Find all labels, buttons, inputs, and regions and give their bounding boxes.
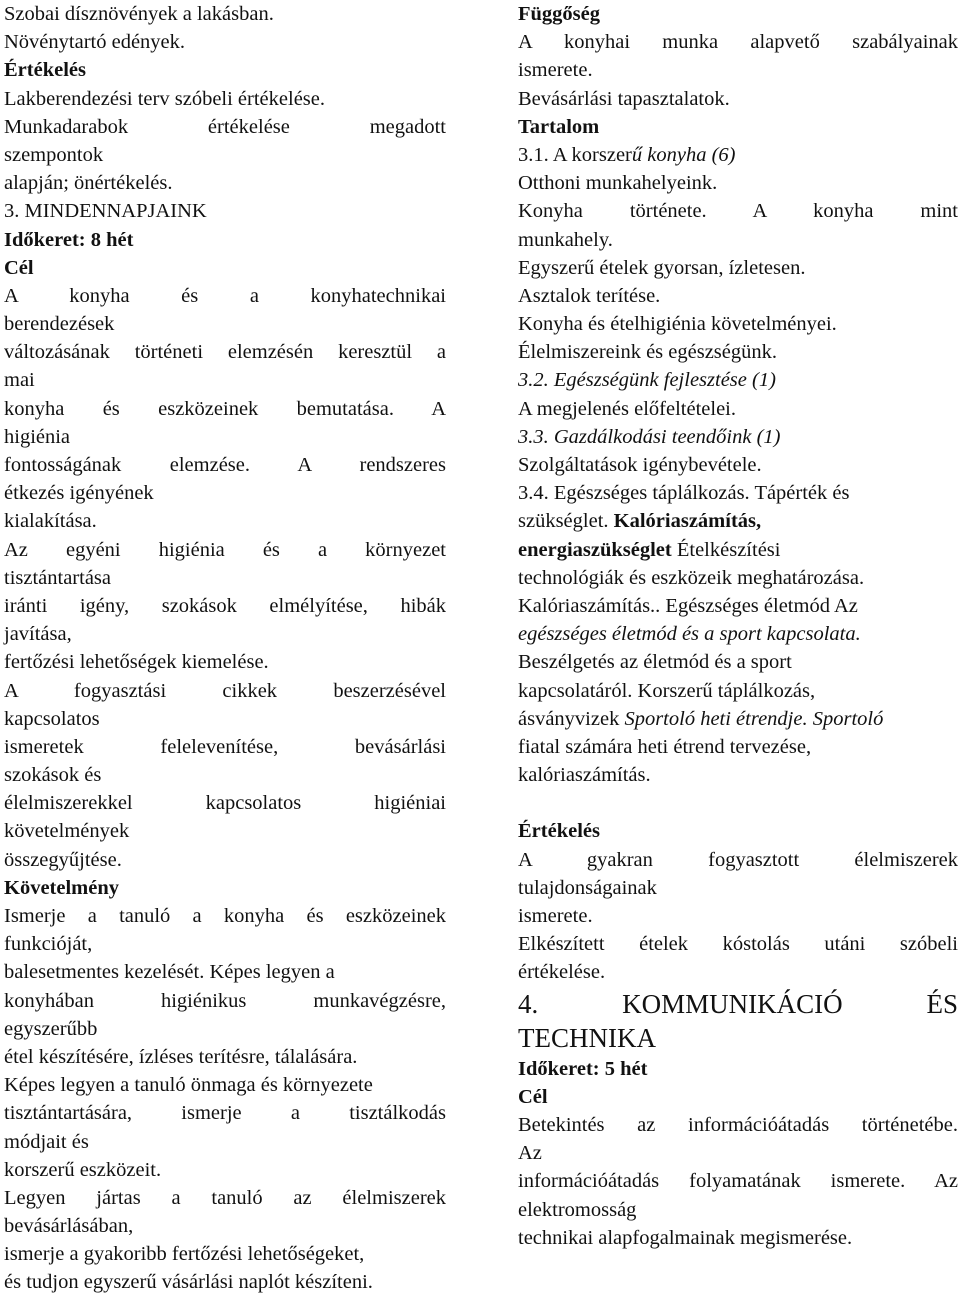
text-line: [518, 507, 958, 535]
text-line: 4. KOMMUNIKÁCIÓ ÉS: [518, 988, 958, 1019]
text-line: Munkadarabok értékelése megadott: [4, 115, 446, 138]
text-line: tulajdonságainak: [518, 876, 657, 899]
text-line: A gyakran fogyasztott élelmiszerek: [518, 848, 958, 871]
text-line: étel készítésére, ízléses terítésre, tálalására.: [4, 1045, 358, 1068]
text-line: szempontok: [4, 143, 104, 166]
text-line: Időkeret: 5 hét: [518, 1057, 648, 1080]
text-line: 3.3. Gazdálkodási teendőink (1): [518, 425, 781, 448]
text-line: javítása,: [4, 623, 72, 646]
text-line: információátadás folyamatának ismerete. Az: [518, 1170, 958, 1193]
text-line: munkahely.: [518, 228, 613, 251]
text-line: Tartalom: [518, 115, 600, 138]
blank-line: [518, 789, 958, 817]
text-line: Beszélgetés az életmód és a sport: [518, 651, 792, 674]
text-line: fiatal számára heti étrend tervezése,: [518, 735, 812, 758]
text-line: technológiák és eszközeik meghatározása.: [518, 566, 865, 589]
text-line: tisztántartására, ismerje a tisztálkodás: [4, 1102, 446, 1125]
text-span: 3.1. A korszer: [518, 143, 632, 166]
text-line: szokások és: [4, 764, 102, 787]
text-line: [518, 141, 958, 169]
text-line: [518, 705, 958, 733]
text-line: 3.2. Egészségünk fejlesztése (1): [518, 369, 776, 392]
text-line: Lakberendezési terv szóbeli értékelése.: [4, 87, 325, 110]
text-line: Élelmiszereink és egészségünk.: [518, 341, 778, 364]
text-line: A fogyasztási cikkek beszerzésével: [4, 679, 446, 702]
text-line: Cél: [518, 1085, 548, 1108]
text-line: konyhában higiénikus munkavégzésre,: [4, 989, 446, 1012]
text-span: ásványvizek: [518, 707, 625, 730]
text-line: egyszerűbb: [4, 1017, 98, 1040]
text-span: energiaszükséglet: [518, 538, 672, 561]
text-span: Ételkészítési: [671, 538, 781, 561]
text-line: Bevásárlási tapasztalatok.: [518, 87, 730, 110]
text-line: Kalóriaszámítás.. Egészséges életmód Az: [518, 594, 858, 617]
text-line: Betekintés az információátadás történetébe.: [518, 1113, 958, 1136]
text-line: összegyűjtése.: [4, 848, 122, 871]
text-line: Az egyéni higiénia és a környezet: [4, 538, 446, 561]
text-line: módjait és: [4, 1130, 89, 1153]
text-line: Értékelés: [518, 820, 600, 843]
text-line: kialakítása.: [4, 510, 97, 533]
text-line: A megjelenés előfeltételei.: [518, 397, 737, 420]
text-line: alapján; önértékelés.: [4, 172, 173, 195]
text-line: Ismerje a tanuló a konyha és eszközeinek: [4, 905, 446, 927]
text-line: Asztalok terítése.: [518, 284, 661, 307]
text-line: Követelmény: [4, 876, 119, 899]
text-line: ismerete.: [518, 905, 593, 927]
text-line: balesetmentes kezelését. Képes legyen a: [4, 961, 335, 984]
text-line: funkcióját,: [4, 933, 93, 956]
text-line: fertőzési lehetőségek kiemelése.: [4, 651, 269, 674]
text-line: iránti igény, szokások elmélyítése, hibák: [4, 594, 446, 617]
text-line: Időkeret: 8 hét: [4, 228, 134, 251]
text-line: Legyen jártas a tanuló az élelmiszerek: [4, 1186, 446, 1209]
text-span: Kalóriaszámítás,: [613, 510, 762, 533]
text-line: Egyszerű ételek gyorsan, ízletesen.: [518, 256, 806, 279]
text-line: [518, 536, 958, 564]
text-line: A konyha és a konyhatechnikai: [4, 284, 446, 307]
text-line: fontosságának elemzése. A rendszeres: [4, 454, 446, 476]
text-line: értékelése.: [518, 961, 606, 984]
text-line: Elkészített ételek kóstolás utáni szóbeli: [518, 933, 958, 956]
text-line: változásának történeti elemzésén keresztül a: [4, 341, 446, 364]
text-line: 3. MINDENNAPJAINK: [4, 200, 207, 223]
text-line: Szobai dísznövények a lakásban.: [4, 3, 274, 25]
text-span: szükséglet.: [518, 510, 614, 533]
text-line: egészséges életmód és a sport kapcsolata.: [518, 623, 861, 646]
left-column: [4, 0, 446, 1297]
text-line: TECHNIKA: [518, 1022, 656, 1053]
text-line: ismerete.: [518, 59, 593, 82]
text-line: berendezések: [4, 313, 115, 336]
text-line: Növénytartó edények.: [4, 31, 186, 54]
text-line: tisztántartása: [4, 566, 112, 589]
text-line: kapcsolatáról. Korszerű táplálkozás,: [518, 679, 816, 702]
text-line: Függőség: [518, 3, 600, 25]
text-line: technikai alapfogalmainak megismerése.: [518, 1226, 853, 1249]
text-line: kalóriaszámítás.: [518, 764, 651, 787]
text-line: Szolgáltatások igénybevétele.: [518, 454, 762, 476]
text-line: higiénia: [4, 425, 71, 448]
text-line: Értékelés: [4, 59, 86, 82]
text-line: és tudjon egyszerű vásárlási naplót készíteni.: [4, 1271, 373, 1294]
text-line: elektromosság: [518, 1198, 637, 1221]
text-line: követelmények: [4, 820, 130, 843]
text-line: étkezés igényének: [4, 482, 154, 505]
text-line: 3.4. Egészséges táplálkozás. Tápérték és: [518, 482, 850, 505]
text-line: Cél: [4, 256, 34, 279]
text-line: Konyha és ételhigiénia követelményei.: [518, 313, 837, 336]
text-line: élelmiszerekkel kapcsolatos higiéniai: [4, 792, 446, 815]
text-span: ű konyha (6): [631, 143, 736, 166]
text-line: kapcsolatos: [4, 707, 100, 730]
text-line: korszerű eszközeit.: [4, 1158, 162, 1181]
text-line: mai: [4, 369, 35, 392]
text-line: Képes legyen a tanuló önmaga és környezete: [4, 1074, 373, 1097]
text-line: A konyhai munka alapvető szabályainak: [518, 31, 958, 54]
text-span: Sportoló heti étrendje. Sportoló: [624, 707, 884, 730]
text-line: ismeretek felelevenítése, bevásárlási: [4, 735, 446, 758]
text-line: Konyha története. A konyha mint: [518, 200, 958, 223]
text-line: konyha és eszközeinek bemutatása. A: [4, 397, 446, 420]
text-line: ismerje a gyakoribb fertőzési lehetőségeket,: [4, 1243, 365, 1266]
right-column: [518, 0, 958, 1252]
text-line: bevásárlásában,: [4, 1215, 134, 1238]
text-line: Az: [518, 1142, 542, 1165]
text-line: Otthoni munkahelyeink.: [518, 172, 718, 195]
